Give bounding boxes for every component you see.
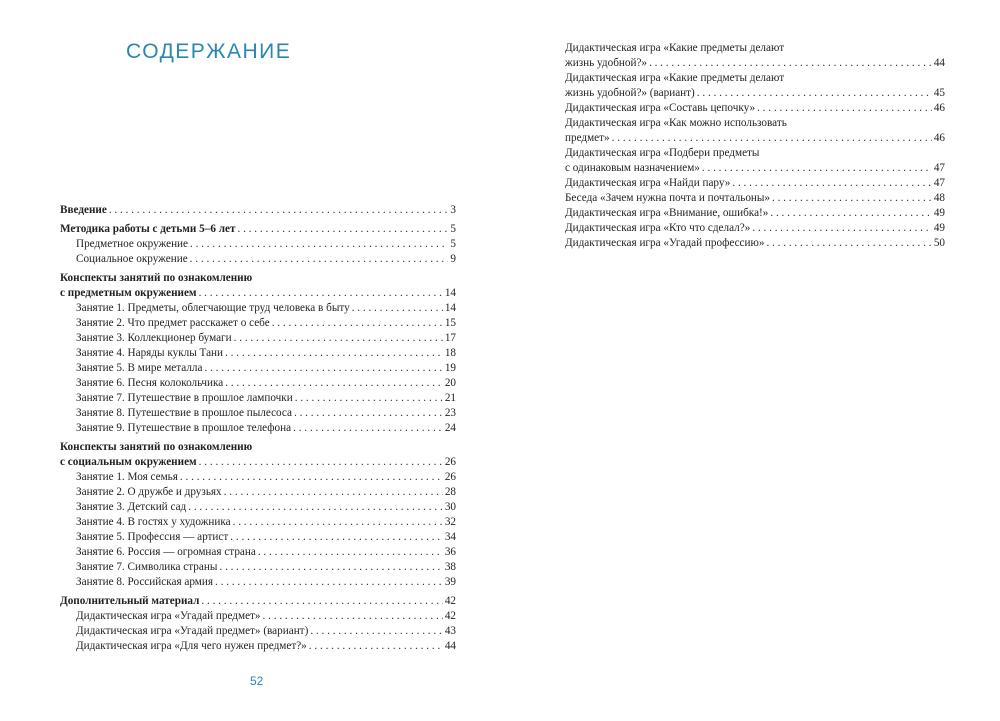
toc-entry-label: Дидактическая игра «Найди пару» [565, 177, 731, 189]
toc-entry-label: Занятие 2. О дружбе и друзьях [76, 486, 222, 498]
toc-entry [60, 575, 456, 590]
toc-entry-extra [60, 594, 456, 609]
toc-entry [60, 639, 456, 654]
toc-page-number: 5 [450, 223, 456, 235]
toc-entry [60, 485, 456, 500]
toc-page-number: 34 [444, 531, 456, 543]
toc-entry [565, 206, 945, 221]
leader-dots [234, 331, 443, 346]
toc-entry [60, 316, 456, 331]
leader-dots [295, 391, 443, 406]
toc-entry [565, 236, 945, 251]
toc-entry-label: Занятие 1. Предметы, облегчающие труд человека в быту [76, 302, 350, 314]
toc-entry-line: Дидактическая игра «Подбери предметы [565, 147, 760, 159]
toc-entry-label: Занятие 8. Российская армия [76, 576, 213, 588]
toc-page-number: 17 [444, 332, 456, 344]
toc-entry-label: Дидактическая игра «Угадай предмет» (вариант) [76, 625, 309, 637]
toc-entry-label: Занятие 4. Наряды куклы Тани [76, 347, 224, 359]
toc-entry [565, 161, 945, 176]
leader-dots [237, 222, 448, 237]
toc-entry-label: Дидактическая игра «Внимание, ошибка!» [565, 207, 769, 219]
toc-entry-method [60, 222, 456, 237]
toc-entry-label: Занятие 5. Профессия — артист [76, 531, 229, 543]
leader-dots [732, 176, 931, 191]
toc-entry-label: Занятие 8. Путешествие в прошлое пылесоса [76, 407, 292, 419]
leader-dots [310, 624, 443, 639]
leader-dots [224, 485, 443, 500]
toc-entry [60, 376, 456, 391]
toc-entry [565, 101, 945, 116]
toc-entry-label: Занятие 6. Песня колокольчика [76, 377, 224, 389]
toc-entry [60, 515, 456, 530]
toc-page-number: 46 [933, 132, 945, 144]
toc-right-column [565, 41, 945, 251]
toc-entry [60, 301, 456, 316]
toc-entry [60, 500, 456, 515]
toc-entry [60, 361, 456, 376]
toc-page-number: 43 [444, 625, 456, 637]
toc-page-number: 46 [933, 102, 945, 114]
toc-page-number: 45 [933, 87, 945, 99]
leader-dots [702, 161, 932, 176]
toc-section-heading: Конспекты занятий по ознакомлению [60, 272, 253, 284]
toc-entry [60, 470, 456, 485]
toc-entry-label: жизнь удобной?» (вариант) [565, 87, 695, 99]
toc-entry [565, 56, 945, 71]
leader-dots [272, 316, 443, 331]
leader-dots [180, 470, 443, 485]
right-page [500, 0, 1000, 721]
toc-entry [60, 421, 456, 436]
leader-dots [263, 609, 443, 624]
toc-page-number: 26 [444, 471, 456, 483]
toc-entry-label: Дидактическая игра «Кто что сделал?» [565, 222, 751, 234]
toc-page-number: 36 [444, 546, 456, 558]
toc-page-number: 30 [444, 501, 456, 513]
toc-entry [60, 560, 456, 575]
toc-left-column [60, 203, 456, 654]
toc-page-number: 26 [444, 456, 456, 468]
toc-section-social [60, 455, 456, 470]
toc-entry-label: с предметным окружением [60, 287, 197, 299]
toc-page-number: 47 [933, 177, 945, 189]
leader-dots [757, 101, 932, 116]
toc-entry [565, 86, 945, 101]
toc-entry-label: Дидактическая игра «Угадай предмет» [76, 610, 261, 622]
toc-entry-intro [60, 203, 456, 218]
toc-entry-label: Социальное окружение [76, 253, 188, 265]
leader-dots [201, 594, 442, 609]
toc-entry [60, 331, 456, 346]
toc-entry [60, 406, 456, 421]
leader-dots [752, 221, 931, 236]
toc-entry-line: Дидактическая игра «Какие предметы делают [565, 42, 785, 54]
toc-page-number: 42 [444, 595, 456, 607]
toc-page-number: 9 [450, 253, 456, 265]
toc-entry-label: Занятие 3. Коллекционер бумаги [76, 332, 232, 344]
toc-page-number: 5 [450, 238, 456, 250]
toc-entry [60, 237, 456, 252]
toc-entry [60, 346, 456, 361]
toc-page-number: 39 [444, 576, 456, 588]
toc-entry-label: Дидактическая игра «Угадай профессию» [565, 237, 765, 249]
toc-entry-label: Занятие 7. Путешествие в прошлое лампочки [76, 392, 293, 404]
toc-page-number: 38 [444, 561, 456, 573]
toc-entry-label: Занятие 7. Символика страны [76, 561, 218, 573]
leader-dots [190, 237, 448, 252]
toc-page-number: 50 [933, 237, 945, 249]
toc-entry-label: Беседа «Зачем нужна почта и почтальоны» [565, 192, 771, 204]
toc-page-number: 18 [444, 347, 456, 359]
leader-dots [233, 515, 443, 530]
toc-entry [60, 252, 456, 267]
toc-entry-label: Дидактическая игра «Составь цепочку» [565, 102, 756, 114]
toc-entry-label: Введение [60, 204, 107, 216]
leader-dots [612, 131, 932, 146]
toc-page-number: 44 [933, 57, 945, 69]
toc-page-number: 20 [444, 377, 456, 389]
toc-page-number: 28 [444, 486, 456, 498]
toc-page-number: 3 [450, 204, 456, 216]
toc-page-number: 19 [444, 362, 456, 374]
leader-dots [188, 500, 443, 515]
toc-entry-label: Методика работы с детьми 5–6 лет [60, 223, 236, 235]
leader-dots [649, 56, 932, 71]
leader-dots [199, 455, 443, 470]
toc-entry-line: Дидактическая игра «Как можно использовать [565, 117, 787, 129]
toc-entry [565, 221, 945, 236]
toc-page-number: 14 [444, 302, 456, 314]
toc-entry-label: предмет» [565, 132, 610, 144]
leader-dots [766, 236, 931, 251]
leader-dots [770, 206, 931, 221]
toc-entry [565, 191, 945, 206]
leader-dots [109, 203, 449, 218]
leader-dots [190, 252, 449, 267]
leader-dots [225, 376, 443, 391]
leader-dots [294, 406, 443, 421]
leader-dots [772, 191, 932, 206]
toc-page-number: 32 [444, 516, 456, 528]
leader-dots [219, 560, 442, 575]
leader-dots [230, 530, 443, 545]
toc-section-subject [60, 286, 456, 301]
toc-entry-label: Занятие 6. Россия — огромная страна [76, 546, 256, 558]
leader-dots [309, 639, 443, 654]
leader-dots [352, 301, 443, 316]
leader-dots [204, 361, 442, 376]
toc-entry-label: Занятие 9. Путешествие в прошлое телефона [76, 422, 292, 434]
toc-page-number: 47 [933, 162, 945, 174]
page-title: СОДЕРЖАНИЕ [126, 40, 292, 63]
toc-entry-label: с одинаковым назначением» [565, 162, 700, 174]
page-number: 52 [250, 674, 264, 688]
toc-page-number: 42 [444, 610, 456, 622]
toc-page-number: 23 [444, 407, 456, 419]
toc-page-number: 21 [444, 392, 456, 404]
leader-dots [199, 286, 443, 301]
leader-dots [697, 86, 932, 101]
toc-entry-label: Дидактическая игра «Для чего нужен предмет?» [76, 640, 307, 652]
toc-entry [60, 609, 456, 624]
toc-entry-label: Занятие 4. В гостях у художника [76, 516, 231, 528]
toc-page-number: 15 [444, 317, 456, 329]
toc-entry-label: Занятие 3. Детский сад [76, 501, 187, 513]
toc-entry-label: Занятие 2. Что предмет расскажет о себе [76, 317, 270, 329]
toc-entry-label: Занятие 1. Моя семья [76, 471, 178, 483]
toc-entry-label: Дополнительный материал [60, 595, 200, 607]
toc-page-number: 49 [933, 207, 945, 219]
toc-entry [60, 530, 456, 545]
toc-section-heading: Конспекты занятий по ознакомлению [60, 441, 253, 453]
toc-page-number: 44 [444, 640, 456, 652]
toc-entry [565, 131, 945, 146]
leader-dots [215, 575, 443, 590]
toc-entry [60, 624, 456, 639]
leader-dots [293, 421, 443, 436]
leader-dots [258, 545, 443, 560]
toc-entry-label: Занятие 5. В мире металла [76, 362, 203, 374]
toc-entry [60, 391, 456, 406]
toc-entry-label: с социальным окружением [60, 456, 197, 468]
toc-entry-label: жизнь удобной?» [565, 57, 648, 69]
toc-page-number: 24 [444, 422, 456, 434]
toc-entry [60, 545, 456, 560]
toc-entry-line: Дидактическая игра «Какие предметы делают [565, 72, 785, 84]
toc-entry-label: Предметное окружение [76, 238, 189, 250]
toc-page-number: 48 [933, 192, 945, 204]
toc-page-number: 49 [933, 222, 945, 234]
toc-page-number: 14 [444, 287, 456, 299]
toc-entry [565, 176, 945, 191]
leader-dots [225, 346, 443, 361]
